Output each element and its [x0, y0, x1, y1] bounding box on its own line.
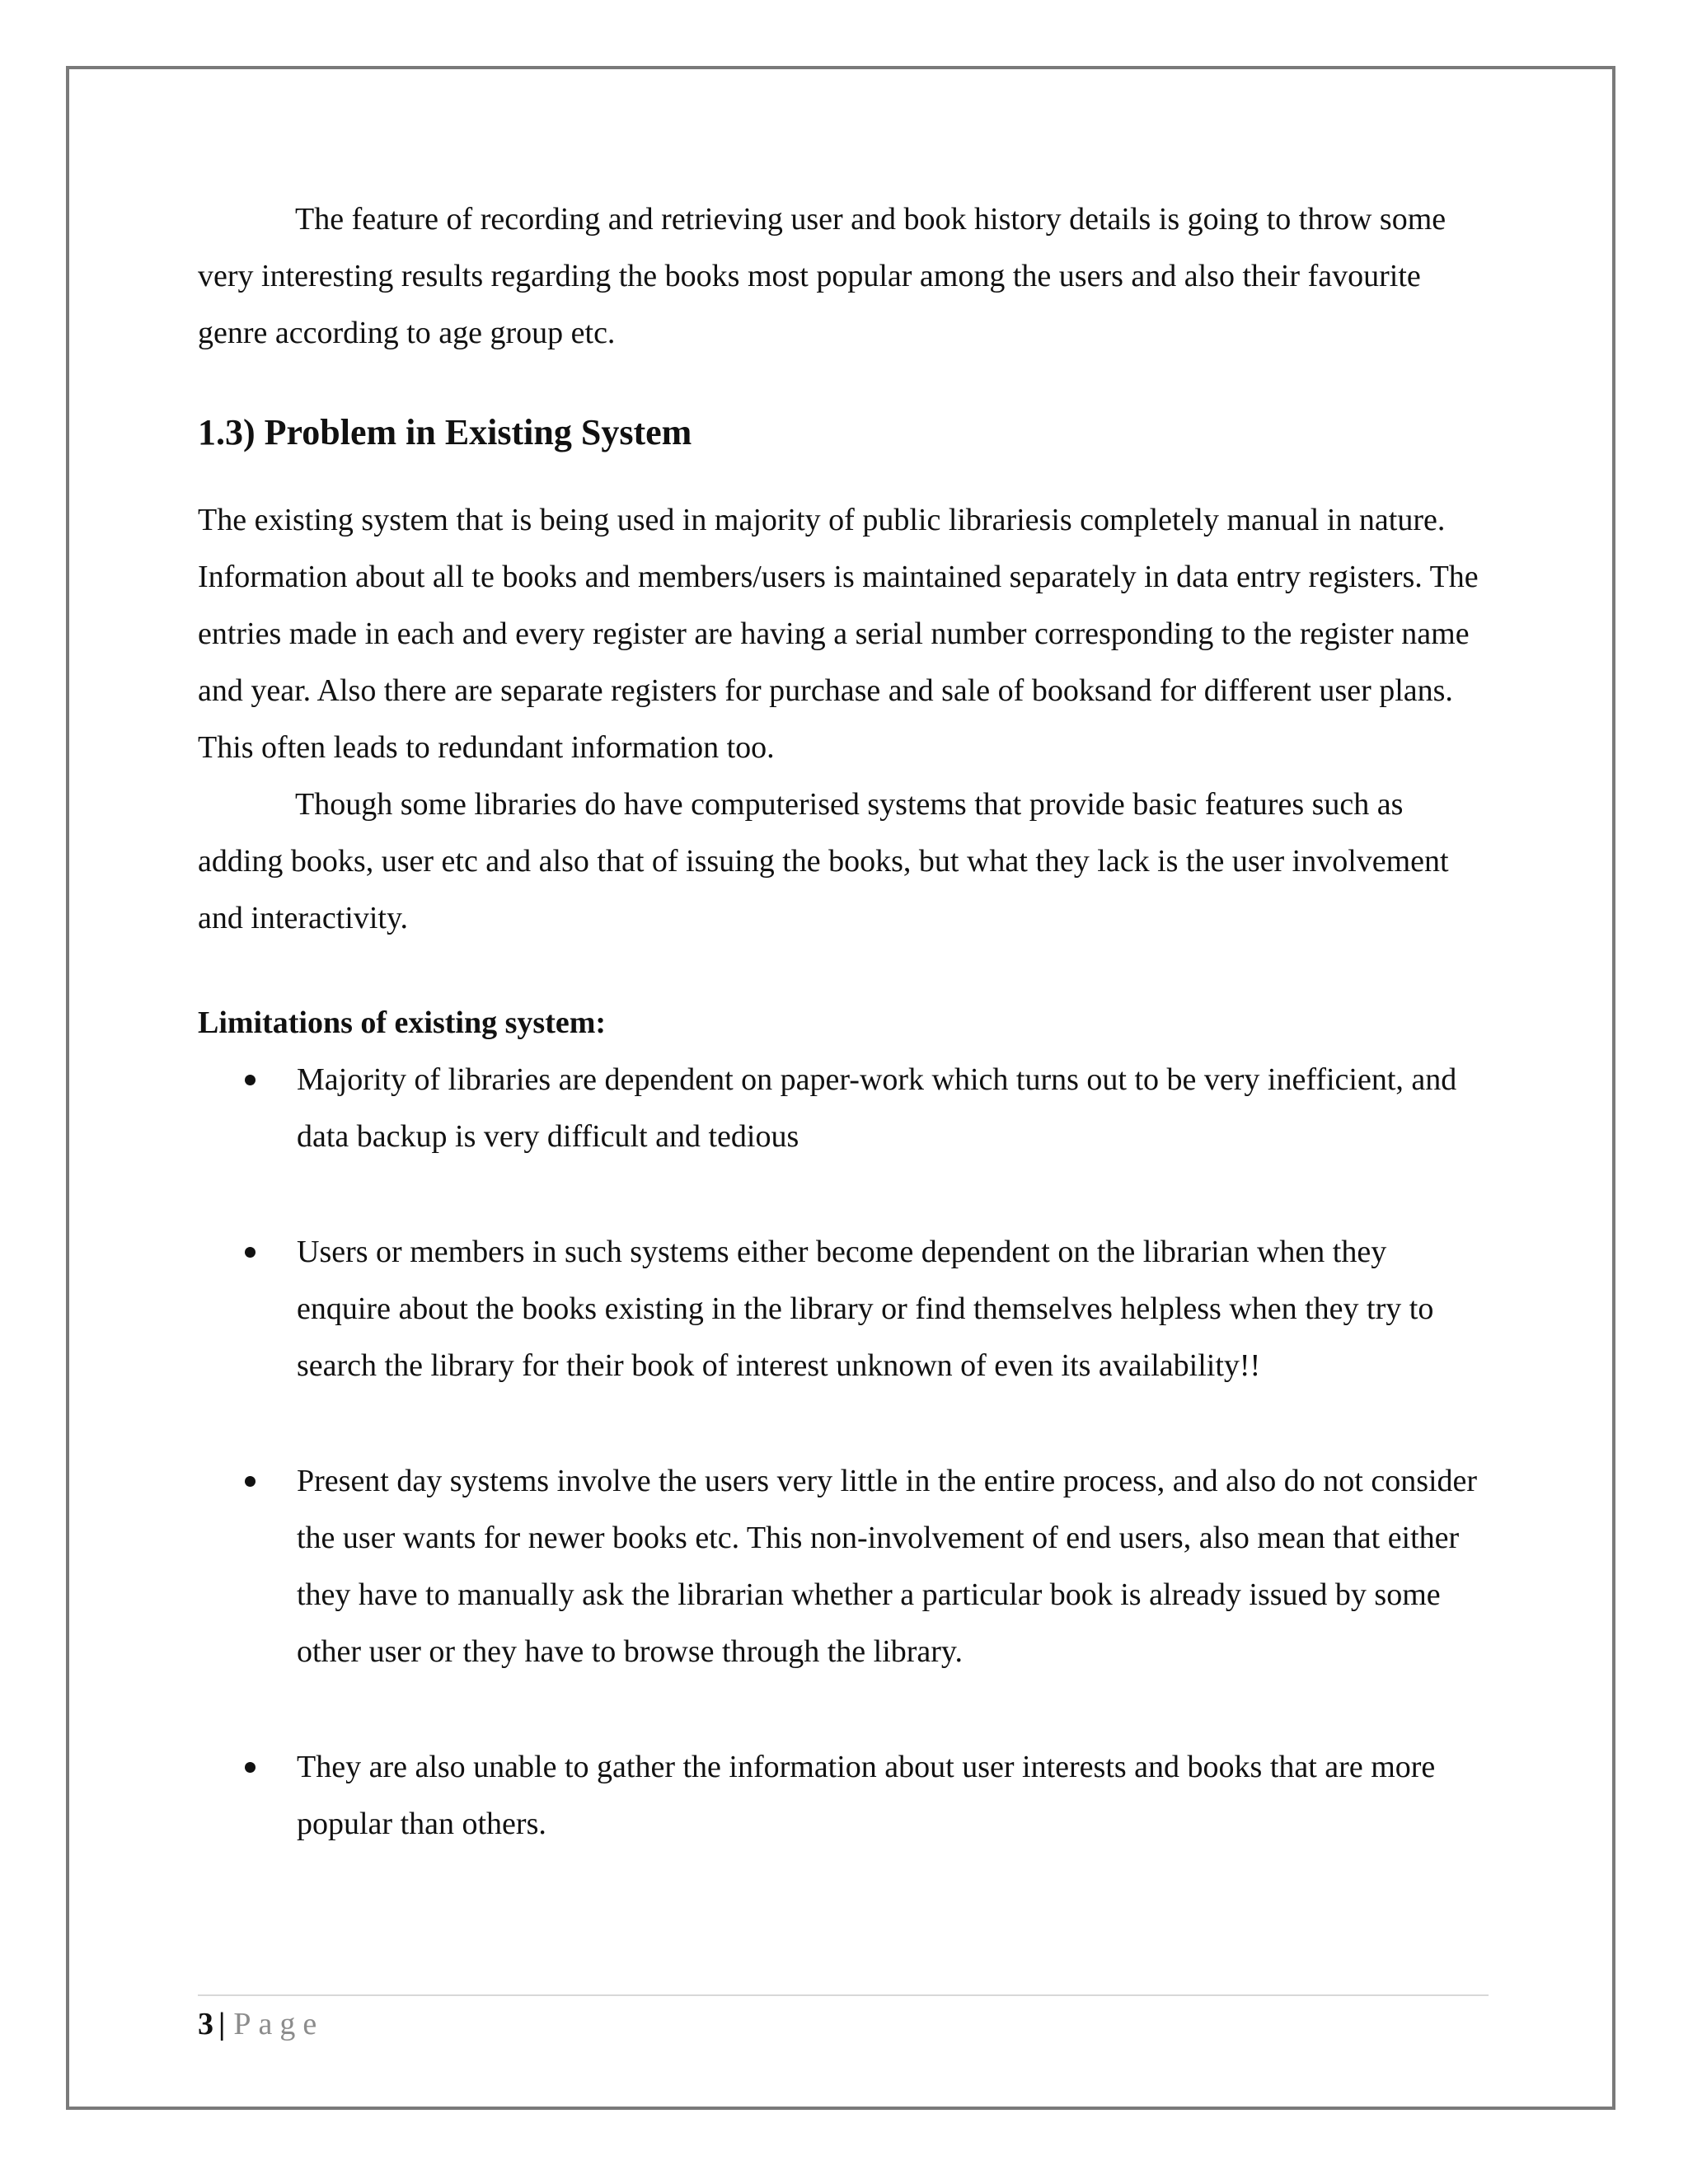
list-item: [198, 1453, 1484, 1680]
footer-separator: |: [218, 2007, 226, 2041]
section-paragraph-2: Though some libraries do have computerised systems that provide basic features such as adding books, user etc and also that of issuing the books, but what they lack is the user involvement and interactivity.: [198, 787, 1449, 935]
list-item: [198, 1224, 1484, 1394]
page-number: 3: [198, 2007, 213, 2041]
list-item-text: Majority of libraries are dependent on paper-work which turns out to be very inefficient, and data backup is very difficult and tedious: [297, 1062, 1457, 1154]
bullet-icon: [245, 1075, 256, 1085]
list-item-text: Users or members in such systems either become dependent on the librarian when they enquire about the books existing in the library or find themselves helpless when they try to search the library for their book of interest unknown of even its availability!!: [297, 1235, 1434, 1383]
intro-paragraph: The feature of recording and retrieving user and book history details is going to throw some very interesting results regarding the books most popular among the users and also their favourite genre according to age group etc.: [198, 202, 1447, 350]
section-heading: 1.3) Problem in Existing System: [198, 412, 692, 452]
footer-divider: [198, 1994, 1489, 1996]
list-item-text: Present day systems involve the users very little in the entire process, and also do not consider the user wants for newer books etc. This non-involvement of end users, also mean that either they have to manually ask the librarian whether a particular book is already issued by some other user or they have to browse through the library.: [297, 1464, 1478, 1669]
page-content: [198, 191, 1484, 1853]
bullet-icon: [245, 1247, 256, 1258]
list-item: [198, 1052, 1484, 1165]
limitations-heading: Limitations of existing system:: [198, 1005, 607, 1040]
section-paragraph-1: The existing system that is being used in majority of public librariesis completely manual in nature. Information about all te books and members/users is maintained separately in data entry registers. The entries made in each and every register are having a serial number corresponding to the register name and year. Also there are separate registers for purchase and sale of booksand for different user plans. This often leads to redundant information too.: [198, 503, 1479, 765]
list-item-text: They are also unable to gather the information about user interests and books that are more popular than others.: [297, 1750, 1436, 1841]
page-footer: [198, 2001, 324, 2047]
bullet-icon: [245, 1476, 256, 1487]
limitations-list: [198, 1052, 1484, 1853]
bullet-icon: [245, 1762, 256, 1773]
list-item: [198, 1739, 1484, 1853]
page-label: Page: [233, 2007, 325, 2041]
